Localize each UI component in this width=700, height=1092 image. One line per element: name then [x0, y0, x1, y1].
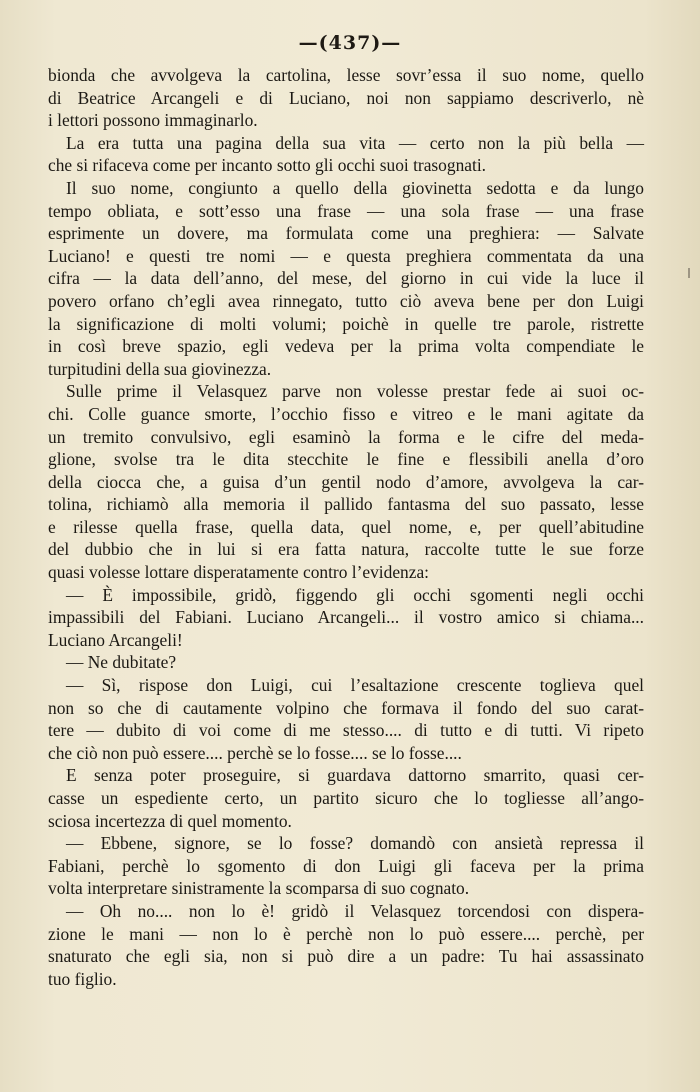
paragraph: [48, 674, 644, 764]
text-line: — Ebbene, signore, se lo fosse? domandò con ansietà repressa il: [66, 833, 644, 854]
paragraph: [48, 132, 644, 177]
text-line: i lettori possono immaginarlo.: [48, 110, 258, 131]
paragraph: [48, 177, 644, 380]
text-line: tempo obliata, e sott’esso una frase — una sola frase — una frase: [48, 200, 644, 221]
text-line: chi. Colle guance smorte, l’occhio fisso e vitreo e le mani agitate da: [48, 403, 644, 424]
text-line: snaturato che egli sia, non si può dire a un padre: Tu hai assassinato: [48, 946, 644, 967]
text-line: La era tutta una pagina della sua vita — certo non la più bella —: [66, 132, 644, 153]
page-number: —(437)—: [298, 32, 402, 54]
margin-mark: [688, 268, 690, 278]
paragraph: [48, 584, 644, 652]
paragraph: [48, 64, 644, 132]
text-line: della ciocca che, a guisa d’un gentil nodo d’amore, avvolgeva la car-: [48, 471, 644, 492]
text-line: — È impossibile, gridò, figgendo gli occhi sgomenti negli occhi: [66, 584, 644, 605]
paragraph: [48, 380, 644, 583]
text-line: Il suo nome, congiunto a quello della giovinetta sedotta e da lungo: [66, 177, 644, 198]
text-line: del dubbio che in lui si era fatta natura, raccolte tutte le sue forze: [48, 539, 644, 560]
text-line: non so che di cautamente volpino che formava il fondo del suo carat-: [48, 697, 644, 718]
text-line: glione, svolse tra le dita stecchite le fine e flessibili anella d’oro: [48, 449, 644, 470]
text-line: tolina, richiamò alla memoria il pallido fantasma del suo passato, lesse: [48, 494, 644, 515]
text-line: Fabiani, perchè lo sgomento di don Luigi gli faceva per la prima: [48, 855, 644, 876]
text-line: povero orfano ch’egli avea rinnegato, tutto ciò aveva bene per don Luigi: [48, 290, 644, 311]
text-line: Luciano Arcangeli!: [48, 629, 183, 650]
text-line: tuo figlio.: [48, 968, 117, 989]
text-line: — Ne dubitate?: [66, 652, 177, 673]
paragraph: [48, 832, 644, 900]
text-line: casse un espediente certo, un partito sicuro che lo togliesse all’ango-: [48, 788, 644, 808]
text-line: cifra — la data dell’anno, del mese, del giorno in cui vide la luce il: [48, 268, 644, 289]
paragraph: [48, 651, 644, 674]
text-line: un tremito convulsivo, egli esaminò la forma e le cifre del meda-: [48, 426, 644, 447]
text-line: — Sì, rispose don Luigi, cui l’esaltazione crescente toglieva quel: [66, 675, 644, 696]
text-line: sciosa incertezza di quel momento.: [48, 810, 292, 831]
text-line: e rilesse quella frase, quella data, quel nome, e, per quell’abitudine: [48, 516, 644, 537]
text-line: bionda che avvolgeva la cartolina, lesse sovr’essa il suo nome, quello: [48, 65, 644, 85]
text-line: esprimente un dovere, ma formulata come una preghiera: — Salvate: [48, 223, 644, 244]
paragraph: [48, 900, 644, 990]
text-line: — Oh no.... non lo è! gridò il Velasquez torcendosi con dispera-: [66, 900, 644, 921]
text-line: turpitudini della sua giovinezza.: [48, 358, 272, 379]
text-line: che ciò non può essere.... perchè se lo fosse.... se lo fosse....: [48, 742, 462, 763]
text-line: di Beatrice Arcangeli e di Luciano, noi non sappiamo descriverlo, nè: [48, 87, 644, 108]
text-line: volta interpretare sinistramente la scomparsa di suo cognato.: [48, 878, 470, 899]
text-line: zione le mani — non lo è perchè non lo può essere.... perchè, per: [48, 923, 644, 944]
text-line: impassibili del Fabiani. Luciano Arcangeli... il vostro amico si chiama...: [48, 607, 644, 628]
text-line: tere — dubito di voi come di me stesso.... di tutto e di tutti. Vi ripeto: [48, 720, 644, 741]
text-line: quasi volesse lottare disperatamente contro l’evidenza:: [48, 562, 429, 583]
text-line: in così breve spazio, egli vedeva per la prima volta compendiate le: [48, 336, 644, 357]
body-text: [48, 64, 644, 990]
text-line: E senza poter proseguire, si guardava dattorno smarrito, quasi cer-: [66, 765, 644, 786]
text-line: Sulle prime il Velasquez parve non volesse prestar fede ai suoi oc-: [66, 381, 644, 402]
text-line: che si rifaceva come per incanto sotto gli occhi suoi trasognati.: [48, 155, 487, 176]
paragraph: [48, 764, 644, 832]
text-line: Luciano! e questi tre nomi — e questa preghiera commentata da una: [48, 245, 644, 266]
text-line: la significazione di molti volumi; poichè in quelle tre parole, ristrette: [48, 313, 644, 334]
